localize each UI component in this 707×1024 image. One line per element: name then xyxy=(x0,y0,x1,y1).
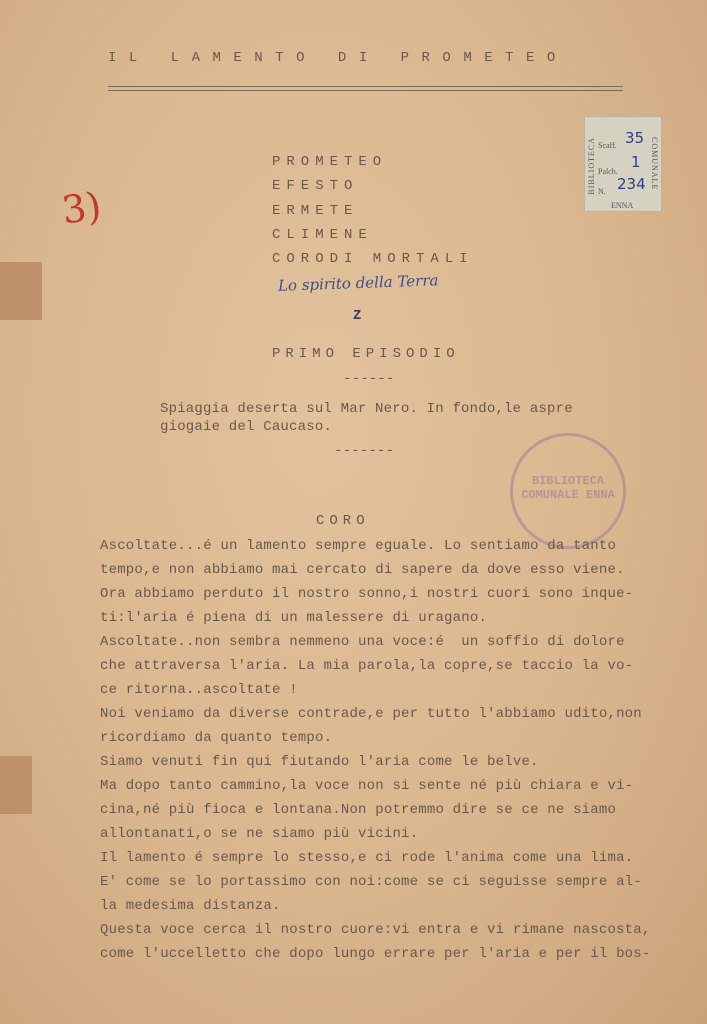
text-line: Ma dopo tanto cammino,la voce non si sente né più chiara e vi- xyxy=(100,778,634,794)
handwritten-addition: Lo spirito della Terra xyxy=(277,271,439,295)
episode-title: PRIMO EPISODIO xyxy=(272,346,460,362)
cast-item: PROMETEO xyxy=(272,154,388,170)
cast-item: CORODI MORTALI xyxy=(272,251,474,267)
library-stamp xyxy=(584,116,662,212)
text-line: Il lamento é sempre lo stesso,e ci rode l'anima come una lima. xyxy=(100,850,634,866)
text-line: E' come se lo portassimo con noi:come se ci seguisse sempre al- xyxy=(100,874,642,890)
text-line: Noi veniamo da diverse contrade,e per tutto l'abbiamo udito,non xyxy=(100,706,642,722)
text-line: cina,né più fioca e lontana.Non potremmo dire se ce ne siamo xyxy=(100,802,617,818)
text-line: ti:l'aria é piena di un malessere di uragano. xyxy=(100,610,488,626)
round-library-stamp xyxy=(510,433,626,549)
scene-line: Spiaggia deserta sul Mar Nero. In fondo,le aspre xyxy=(160,401,573,417)
text-line: ricordiamo da quanto tempo. xyxy=(100,730,333,746)
stamp-label: Scaff. xyxy=(598,141,617,150)
text-line: ce ritorna..ascoltate ! xyxy=(100,682,298,698)
scene-line: giogaie del Caucaso. xyxy=(160,419,333,435)
text-line: tempo,e non abbiamo mai cercato di sapere da dove esso viene. xyxy=(100,562,625,578)
text-line: che attraversa l'aria. La mia parola,la copre,se taccio la vo- xyxy=(100,658,634,674)
text-line: come l'uccelletto che dopo lungo errare per l'aria e per il bos- xyxy=(100,946,651,962)
text-line: Ora abbiamo perduto il nostro sonno,i nostri cuori sono inque- xyxy=(100,586,634,602)
cast-item: ERMETE xyxy=(272,203,359,219)
text-line: Ascoltate...é un lamento sempre eguale. Lo sentiamo da tanto xyxy=(100,538,617,554)
text-line: Questa voce cerca il nostro cuore:vi entra e vi rimane nascosta, xyxy=(100,922,651,938)
margin-mark: 3) xyxy=(59,183,104,233)
speaker-label: CORO xyxy=(316,513,370,529)
cast-item: CLIMENE xyxy=(272,227,373,243)
separator: ------ xyxy=(343,371,395,387)
stamp-value: 1 xyxy=(631,153,641,171)
stamp-value: 234 xyxy=(617,175,646,193)
document-title: IL LAMENTO DI PROMETEO xyxy=(108,50,568,66)
stamp-label: N. xyxy=(598,187,606,196)
separator: ------- xyxy=(334,443,395,459)
round-stamp-text: BIBLIOTECA COMUNALE ENNA xyxy=(521,474,615,502)
title-rule xyxy=(108,86,623,91)
text-line: la medesima distanza. xyxy=(100,898,281,914)
text-line: allontanati,o se ne siamo più vicini. xyxy=(100,826,419,842)
tape-mark xyxy=(0,262,42,320)
insert-mark: Z xyxy=(353,308,362,324)
stamp-right-text: COMUNALE xyxy=(650,137,659,191)
cast-item: EFESTO xyxy=(272,178,359,194)
stamp-bottom-text: ENNA xyxy=(611,201,634,210)
tape-mark xyxy=(0,756,32,814)
text-line: Ascoltate..non sembra nemmeno una voce:é un soffio di dolore xyxy=(100,634,625,650)
stamp-value: 35 xyxy=(625,129,645,147)
text-line: Siamo venuti fin qui fiutando l'aria come le belve. xyxy=(100,754,539,770)
stamp-label: Palch. xyxy=(598,167,618,176)
speech-body xyxy=(100,534,651,966)
stamp-left-text: BIBLIOTECA xyxy=(587,137,596,195)
